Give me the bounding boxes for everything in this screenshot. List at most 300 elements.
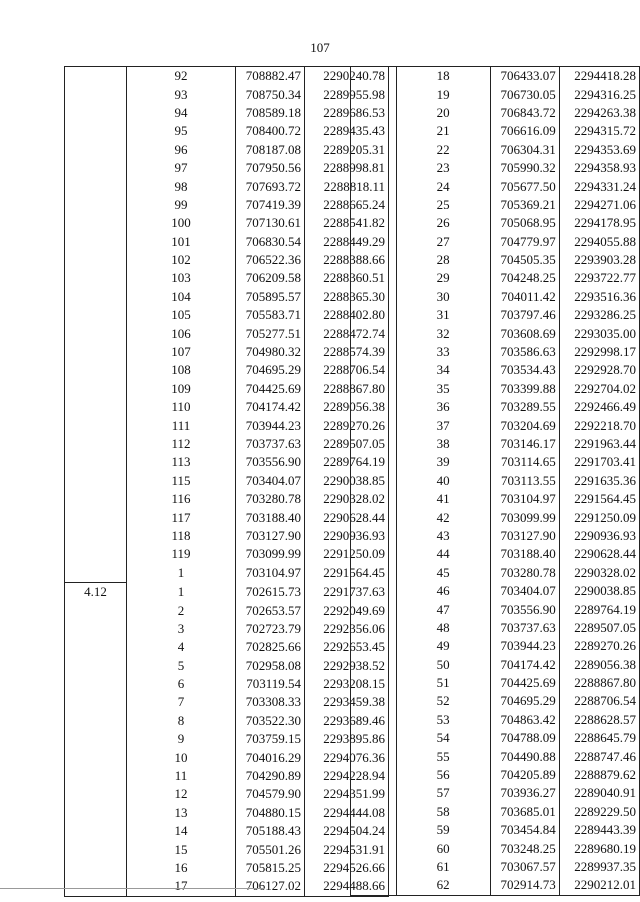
y-coordinate-cell: 2292928.70 bbox=[559, 361, 639, 379]
table-row bbox=[65, 214, 389, 232]
section-cell bbox=[351, 288, 397, 306]
y-coordinate-cell: 2288365.30 bbox=[305, 288, 389, 306]
table-row bbox=[65, 822, 389, 840]
y-coordinate-cell: 2293903.28 bbox=[559, 251, 639, 269]
x-coordinate-cell: 703127.90 bbox=[236, 527, 305, 545]
table-row bbox=[351, 692, 640, 710]
point-number-cell: 101 bbox=[127, 233, 236, 251]
point-number-cell: 42 bbox=[396, 508, 490, 526]
y-coordinate-cell: 2288574.39 bbox=[305, 343, 389, 361]
y-coordinate-cell: 2288879.62 bbox=[559, 766, 639, 784]
table-row bbox=[351, 674, 640, 692]
section-cell bbox=[351, 508, 397, 526]
table-row bbox=[65, 398, 389, 416]
y-coordinate-cell: 2288449.29 bbox=[305, 233, 389, 251]
y-coordinate-cell: 2293516.36 bbox=[559, 288, 639, 306]
point-number-cell: 61 bbox=[396, 858, 490, 876]
point-number-cell: 19 bbox=[396, 85, 490, 103]
x-coordinate-cell: 703280.78 bbox=[236, 490, 305, 508]
section-cell bbox=[65, 104, 127, 122]
x-coordinate-cell: 708187.08 bbox=[236, 141, 305, 159]
table-row bbox=[351, 490, 640, 508]
section-cell bbox=[351, 600, 397, 618]
table-row bbox=[65, 122, 389, 140]
section-cell bbox=[351, 876, 397, 895]
section-cell bbox=[65, 657, 127, 675]
x-coordinate-cell: 703280.78 bbox=[490, 564, 559, 582]
point-number-cell: 112 bbox=[127, 435, 236, 453]
y-coordinate-cell: 2290328.02 bbox=[559, 564, 639, 582]
section-cell bbox=[351, 177, 397, 195]
x-coordinate-cell: 702723.79 bbox=[236, 620, 305, 638]
y-coordinate-cell: 2290212.01 bbox=[559, 876, 639, 895]
table-row bbox=[65, 859, 389, 877]
point-number-cell: 13 bbox=[127, 804, 236, 822]
section-cell bbox=[65, 453, 127, 471]
y-coordinate-cell: 2293689.46 bbox=[305, 712, 389, 730]
x-coordinate-cell: 703586.63 bbox=[490, 343, 559, 361]
y-coordinate-cell: 2291963.44 bbox=[559, 435, 639, 453]
section-cell bbox=[351, 472, 397, 490]
table-row bbox=[351, 858, 640, 876]
y-coordinate-cell: 2289764.19 bbox=[305, 453, 389, 471]
section-cell bbox=[65, 767, 127, 785]
y-coordinate-cell: 2293035.00 bbox=[559, 324, 639, 342]
x-coordinate-cell: 707950.56 bbox=[236, 159, 305, 177]
x-coordinate-cell: 703556.90 bbox=[490, 600, 559, 618]
x-coordinate-cell: 703146.17 bbox=[490, 435, 559, 453]
point-number-cell: 8 bbox=[127, 712, 236, 730]
table-row bbox=[351, 85, 640, 103]
point-number-cell: 54 bbox=[396, 729, 490, 747]
point-number-cell: 47 bbox=[396, 600, 490, 618]
table-row bbox=[65, 582, 389, 601]
y-coordinate-cell: 2288645.79 bbox=[559, 729, 639, 747]
y-coordinate-cell: 2294531.91 bbox=[305, 840, 389, 858]
y-coordinate-cell: 2289229.50 bbox=[559, 803, 639, 821]
y-coordinate-cell: 2294418.28 bbox=[559, 67, 639, 86]
section-cell bbox=[65, 435, 127, 453]
point-number-cell: 95 bbox=[127, 122, 236, 140]
table-row bbox=[351, 343, 640, 361]
point-number-cell: 100 bbox=[127, 214, 236, 232]
table-row bbox=[351, 637, 640, 655]
point-number-cell: 51 bbox=[396, 674, 490, 692]
point-number-cell: 59 bbox=[396, 821, 490, 839]
table-row bbox=[65, 324, 389, 342]
point-number-cell: 26 bbox=[396, 214, 490, 232]
y-coordinate-cell: 2294504.24 bbox=[305, 822, 389, 840]
section-cell bbox=[351, 803, 397, 821]
table-row bbox=[351, 306, 640, 324]
point-number-cell: 44 bbox=[396, 545, 490, 563]
x-coordinate-cell: 703936.27 bbox=[490, 784, 559, 802]
point-number-cell: 1 bbox=[127, 564, 236, 583]
x-coordinate-cell: 706127.02 bbox=[236, 877, 305, 896]
section-cell bbox=[65, 67, 127, 86]
section-cell bbox=[351, 435, 397, 453]
x-coordinate-cell: 706830.54 bbox=[236, 233, 305, 251]
point-number-cell: 48 bbox=[396, 619, 490, 637]
x-coordinate-cell: 703399.88 bbox=[490, 380, 559, 398]
section-cell bbox=[351, 656, 397, 674]
section-cell bbox=[65, 620, 127, 638]
point-number-cell: 45 bbox=[396, 564, 490, 582]
section-cell bbox=[351, 582, 397, 600]
point-number-cell: 11 bbox=[127, 767, 236, 785]
section-cell bbox=[65, 85, 127, 103]
section-cell: 4.12 bbox=[65, 582, 127, 601]
y-coordinate-cell: 2289937.35 bbox=[559, 858, 639, 876]
table-row bbox=[65, 85, 389, 103]
y-coordinate-cell: 2289205.31 bbox=[305, 141, 389, 159]
x-coordinate-cell: 705369.21 bbox=[490, 196, 559, 214]
y-coordinate-cell: 2294358.93 bbox=[559, 159, 639, 177]
y-coordinate-cell: 2290628.44 bbox=[559, 545, 639, 563]
section-cell bbox=[65, 159, 127, 177]
y-coordinate-cell: 2288867.80 bbox=[305, 380, 389, 398]
section-cell bbox=[65, 398, 127, 416]
point-number-cell: 118 bbox=[127, 527, 236, 545]
y-coordinate-cell: 2289056.38 bbox=[559, 656, 639, 674]
point-number-cell: 56 bbox=[396, 766, 490, 784]
section-cell bbox=[351, 545, 397, 563]
x-coordinate-cell: 708589.18 bbox=[236, 104, 305, 122]
x-coordinate-cell: 708400.72 bbox=[236, 122, 305, 140]
y-coordinate-cell: 2292998.17 bbox=[559, 343, 639, 361]
y-coordinate-cell: 2291737.63 bbox=[305, 582, 389, 601]
table-row bbox=[351, 711, 640, 729]
point-number-cell: 39 bbox=[396, 453, 490, 471]
point-number-cell: 5 bbox=[127, 657, 236, 675]
section-cell bbox=[351, 104, 397, 122]
x-coordinate-cell: 703944.23 bbox=[490, 637, 559, 655]
section-cell bbox=[351, 637, 397, 655]
point-number-cell: 22 bbox=[396, 141, 490, 159]
table-row bbox=[351, 527, 640, 545]
section-cell bbox=[351, 490, 397, 508]
y-coordinate-cell: 2290328.02 bbox=[305, 490, 389, 508]
x-coordinate-cell: 704779.97 bbox=[490, 233, 559, 251]
y-coordinate-cell: 2289040.91 bbox=[559, 784, 639, 802]
table-row bbox=[351, 269, 640, 287]
y-coordinate-cell: 2294228.94 bbox=[305, 767, 389, 785]
section-cell bbox=[65, 343, 127, 361]
x-coordinate-cell: 703308.33 bbox=[236, 693, 305, 711]
y-coordinate-cell: 2288388.66 bbox=[305, 251, 389, 269]
y-coordinate-cell: 2288665.24 bbox=[305, 196, 389, 214]
table-row bbox=[351, 582, 640, 600]
table-row bbox=[65, 67, 389, 86]
table-row bbox=[351, 803, 640, 821]
table-row bbox=[351, 104, 640, 122]
point-number-cell: 14 bbox=[127, 822, 236, 840]
table-row bbox=[351, 839, 640, 857]
x-coordinate-cell: 705990.32 bbox=[490, 159, 559, 177]
y-coordinate-cell: 2294178.95 bbox=[559, 214, 639, 232]
y-coordinate-cell: 2289686.53 bbox=[305, 104, 389, 122]
section-cell bbox=[65, 490, 127, 508]
x-coordinate-cell: 702914.73 bbox=[490, 876, 559, 895]
x-coordinate-cell: 704505.35 bbox=[490, 251, 559, 269]
section-cell bbox=[351, 141, 397, 159]
y-coordinate-cell: 2289443.39 bbox=[559, 821, 639, 839]
point-number-cell: 115 bbox=[127, 472, 236, 490]
table-row bbox=[351, 380, 640, 398]
x-coordinate-cell: 703289.55 bbox=[490, 398, 559, 416]
y-coordinate-cell: 2289435.43 bbox=[305, 122, 389, 140]
section-cell bbox=[65, 638, 127, 656]
section-cell bbox=[351, 233, 397, 251]
point-number-cell: 116 bbox=[127, 490, 236, 508]
table-row bbox=[65, 251, 389, 269]
table-row bbox=[351, 876, 640, 895]
y-coordinate-cell: 2289270.26 bbox=[559, 637, 639, 655]
y-coordinate-cell: 2294271.06 bbox=[559, 196, 639, 214]
x-coordinate-cell: 703454.84 bbox=[490, 821, 559, 839]
y-coordinate-cell: 2288628.57 bbox=[559, 711, 639, 729]
table-row bbox=[65, 675, 389, 693]
y-coordinate-cell: 2291703.41 bbox=[559, 453, 639, 471]
x-coordinate-cell: 703556.90 bbox=[236, 453, 305, 471]
table-row bbox=[65, 527, 389, 545]
section-cell bbox=[65, 306, 127, 324]
y-coordinate-cell: 2294076.36 bbox=[305, 748, 389, 766]
y-coordinate-cell: 2292356.06 bbox=[305, 620, 389, 638]
table-row bbox=[351, 398, 640, 416]
table-row bbox=[351, 214, 640, 232]
section-cell bbox=[351, 692, 397, 710]
table-row bbox=[65, 416, 389, 434]
point-number-cell: 98 bbox=[127, 177, 236, 195]
x-coordinate-cell: 703797.46 bbox=[490, 306, 559, 324]
table-row bbox=[351, 619, 640, 637]
point-number-cell: 25 bbox=[396, 196, 490, 214]
section-cell bbox=[65, 324, 127, 342]
point-number-cell: 117 bbox=[127, 508, 236, 526]
point-number-cell: 15 bbox=[127, 840, 236, 858]
point-number-cell: 31 bbox=[396, 306, 490, 324]
table-row bbox=[65, 804, 389, 822]
y-coordinate-cell: 2293895.86 bbox=[305, 730, 389, 748]
section-cell bbox=[351, 527, 397, 545]
page-number: 107 bbox=[310, 40, 330, 55]
point-number-cell: 7 bbox=[127, 693, 236, 711]
y-coordinate-cell: 2291250.09 bbox=[305, 545, 389, 563]
point-number-cell: 43 bbox=[396, 527, 490, 545]
point-number-cell: 50 bbox=[396, 656, 490, 674]
footer-rule bbox=[0, 888, 265, 889]
x-coordinate-cell: 706616.09 bbox=[490, 122, 559, 140]
point-number-cell: 52 bbox=[396, 692, 490, 710]
section-cell bbox=[351, 674, 397, 692]
table-row bbox=[65, 508, 389, 526]
section-cell bbox=[351, 711, 397, 729]
section-cell bbox=[65, 804, 127, 822]
y-coordinate-cell: 2292653.45 bbox=[305, 638, 389, 656]
section-cell bbox=[65, 472, 127, 490]
x-coordinate-cell: 703188.40 bbox=[236, 508, 305, 526]
x-coordinate-cell: 703104.97 bbox=[236, 564, 305, 583]
y-coordinate-cell: 2291250.09 bbox=[559, 508, 639, 526]
point-number-cell: 17 bbox=[127, 877, 236, 896]
table-row bbox=[65, 490, 389, 508]
y-coordinate-cell: 2290038.85 bbox=[559, 582, 639, 600]
y-coordinate-cell: 2294055.88 bbox=[559, 233, 639, 251]
table-row bbox=[65, 288, 389, 306]
x-coordinate-cell: 703737.63 bbox=[490, 619, 559, 637]
table-row bbox=[65, 712, 389, 730]
y-coordinate-cell: 2289270.26 bbox=[305, 416, 389, 434]
point-number-cell: 34 bbox=[396, 361, 490, 379]
x-coordinate-cell: 704248.25 bbox=[490, 269, 559, 287]
point-number-cell: 20 bbox=[396, 104, 490, 122]
coordinates-table-left bbox=[64, 66, 389, 897]
x-coordinate-cell: 703099.99 bbox=[236, 545, 305, 563]
x-coordinate-cell: 704016.29 bbox=[236, 748, 305, 766]
section-cell bbox=[351, 821, 397, 839]
x-coordinate-cell: 703114.65 bbox=[490, 453, 559, 471]
point-number-cell: 55 bbox=[396, 747, 490, 765]
table-row bbox=[351, 472, 640, 490]
y-coordinate-cell: 2290628.44 bbox=[305, 508, 389, 526]
x-coordinate-cell: 708882.47 bbox=[236, 67, 305, 86]
section-cell bbox=[65, 251, 127, 269]
y-coordinate-cell: 2292218.70 bbox=[559, 416, 639, 434]
x-coordinate-cell: 703104.97 bbox=[490, 490, 559, 508]
table-row bbox=[351, 251, 640, 269]
x-coordinate-cell: 703113.55 bbox=[490, 472, 559, 490]
y-coordinate-cell: 2294526.66 bbox=[305, 859, 389, 877]
x-coordinate-cell: 704980.32 bbox=[236, 343, 305, 361]
table-row bbox=[351, 361, 640, 379]
x-coordinate-cell: 704205.89 bbox=[490, 766, 559, 784]
point-number-cell: 106 bbox=[127, 324, 236, 342]
x-coordinate-cell: 704695.29 bbox=[236, 361, 305, 379]
section-cell bbox=[351, 619, 397, 637]
table-row bbox=[65, 196, 389, 214]
section-cell bbox=[65, 859, 127, 877]
x-coordinate-cell: 705277.51 bbox=[236, 324, 305, 342]
y-coordinate-cell: 2294353.69 bbox=[559, 141, 639, 159]
section-cell bbox=[351, 784, 397, 802]
table-row bbox=[351, 766, 640, 784]
y-coordinate-cell: 2288867.80 bbox=[559, 674, 639, 692]
section-cell bbox=[65, 122, 127, 140]
point-number-cell: 6 bbox=[127, 675, 236, 693]
section-cell bbox=[65, 822, 127, 840]
section-cell bbox=[351, 159, 397, 177]
y-coordinate-cell: 2291564.45 bbox=[305, 564, 389, 583]
section-cell bbox=[351, 564, 397, 582]
x-coordinate-cell: 706433.07 bbox=[490, 67, 559, 86]
section-cell bbox=[65, 288, 127, 306]
table-row bbox=[351, 545, 640, 563]
y-coordinate-cell: 2290936.93 bbox=[305, 527, 389, 545]
x-coordinate-cell: 703737.63 bbox=[236, 435, 305, 453]
point-number-cell: 37 bbox=[396, 416, 490, 434]
table-row bbox=[65, 767, 389, 785]
y-coordinate-cell: 2290936.93 bbox=[559, 527, 639, 545]
point-number-cell: 94 bbox=[127, 104, 236, 122]
y-coordinate-cell: 2289680.19 bbox=[559, 839, 639, 857]
point-number-cell: 40 bbox=[396, 472, 490, 490]
y-coordinate-cell: 2288402.80 bbox=[305, 306, 389, 324]
point-number-cell: 29 bbox=[396, 269, 490, 287]
x-coordinate-cell: 703944.23 bbox=[236, 416, 305, 434]
table-row bbox=[351, 508, 640, 526]
table-row bbox=[65, 730, 389, 748]
section-cell bbox=[351, 747, 397, 765]
y-coordinate-cell: 2290240.78 bbox=[305, 67, 389, 86]
x-coordinate-cell: 707419.39 bbox=[236, 196, 305, 214]
y-coordinate-cell: 2289056.38 bbox=[305, 398, 389, 416]
section-cell bbox=[65, 527, 127, 545]
x-coordinate-cell: 705677.50 bbox=[490, 177, 559, 195]
point-number-cell: 97 bbox=[127, 159, 236, 177]
table-row bbox=[351, 600, 640, 618]
y-coordinate-cell: 2288998.81 bbox=[305, 159, 389, 177]
table-row bbox=[65, 343, 389, 361]
y-coordinate-cell: 2294263.38 bbox=[559, 104, 639, 122]
coordinates-table-right-body bbox=[351, 67, 640, 896]
table-row bbox=[65, 564, 389, 583]
point-number-cell: 32 bbox=[396, 324, 490, 342]
point-number-cell: 24 bbox=[396, 177, 490, 195]
x-coordinate-cell: 703685.01 bbox=[490, 803, 559, 821]
table-row bbox=[351, 784, 640, 802]
y-coordinate-cell: 2293208.15 bbox=[305, 675, 389, 693]
section-cell bbox=[65, 564, 127, 583]
x-coordinate-cell: 703522.30 bbox=[236, 712, 305, 730]
x-coordinate-cell: 704880.15 bbox=[236, 804, 305, 822]
section-cell bbox=[65, 545, 127, 563]
table-row bbox=[351, 729, 640, 747]
point-number-cell: 119 bbox=[127, 545, 236, 563]
section-cell bbox=[351, 85, 397, 103]
x-coordinate-cell: 702825.66 bbox=[236, 638, 305, 656]
point-number-cell: 107 bbox=[127, 343, 236, 361]
section-cell bbox=[351, 416, 397, 434]
table-row bbox=[65, 269, 389, 287]
section-cell bbox=[65, 785, 127, 803]
x-coordinate-cell: 702653.57 bbox=[236, 601, 305, 619]
point-number-cell: 108 bbox=[127, 361, 236, 379]
point-number-cell: 62 bbox=[396, 876, 490, 895]
y-coordinate-cell: 2288747.46 bbox=[559, 747, 639, 765]
table-row bbox=[65, 453, 389, 471]
table-row bbox=[351, 564, 640, 582]
point-number-cell: 113 bbox=[127, 453, 236, 471]
y-coordinate-cell: 2292938.52 bbox=[305, 657, 389, 675]
x-coordinate-cell: 704788.09 bbox=[490, 729, 559, 747]
section-cell bbox=[351, 324, 397, 342]
coordinates-table-right bbox=[350, 66, 640, 896]
section-cell bbox=[351, 380, 397, 398]
point-number-cell: 111 bbox=[127, 416, 236, 434]
x-coordinate-cell: 706304.31 bbox=[490, 141, 559, 159]
point-number-cell: 105 bbox=[127, 306, 236, 324]
section-cell bbox=[351, 306, 397, 324]
section-cell bbox=[351, 361, 397, 379]
x-coordinate-cell: 704425.69 bbox=[236, 380, 305, 398]
table-row bbox=[65, 785, 389, 803]
x-coordinate-cell: 703119.54 bbox=[236, 675, 305, 693]
x-coordinate-cell: 703404.07 bbox=[490, 582, 559, 600]
table-row bbox=[65, 159, 389, 177]
section-cell bbox=[351, 122, 397, 140]
x-coordinate-cell: 703759.15 bbox=[236, 730, 305, 748]
